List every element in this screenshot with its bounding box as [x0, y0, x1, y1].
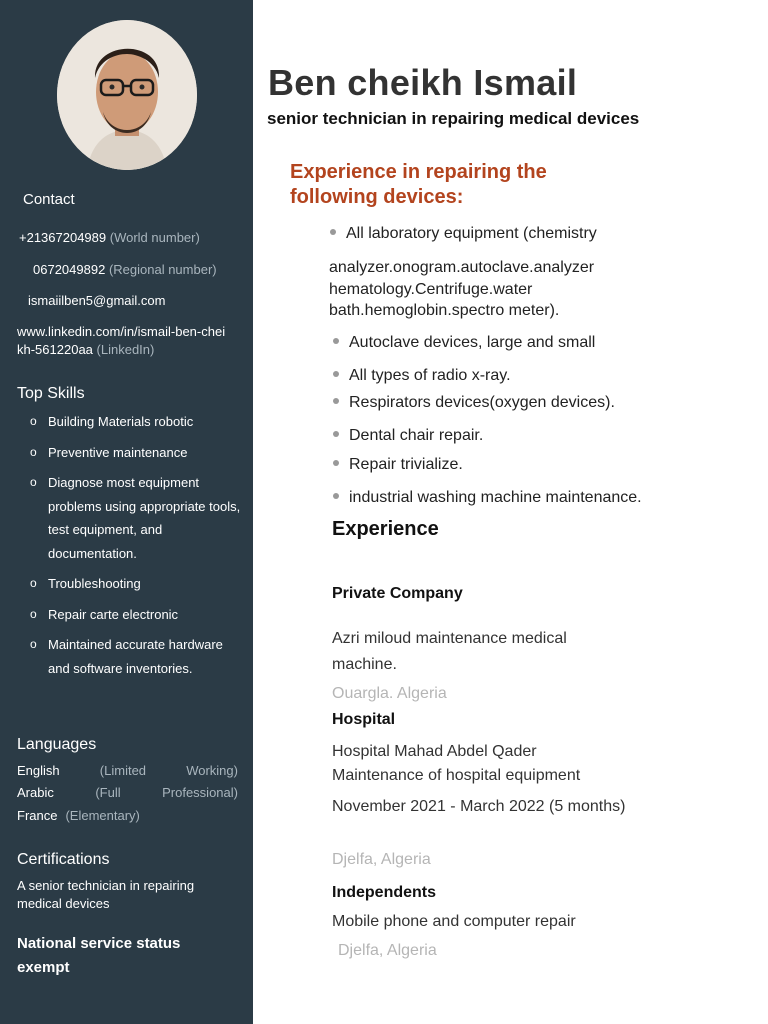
experience-title: Experience [332, 518, 439, 540]
contact-email[interactable]: ismaiilben5@gmail.com [28, 293, 166, 308]
bullet-item [333, 334, 595, 352]
bullet-item [333, 427, 483, 445]
skill-item: o Maintained accurate hardware and software inventories. [28, 633, 243, 680]
skill-item: o Repair carte electronic [28, 603, 243, 627]
language-name: English [17, 763, 60, 778]
job-description: Azri miloud maintenance medical machine. [332, 630, 567, 673]
language-level: (Limited [99, 763, 147, 778]
skills-list [28, 410, 243, 687]
bullet-dot-icon [333, 431, 339, 437]
bullet-item [333, 456, 463, 474]
job-location: Ouargla. Algeria [332, 685, 447, 702]
bullet-dot-icon [333, 460, 339, 466]
job-dates: November 2021 - March 2022 (5 months) [332, 798, 626, 815]
contact-title: Contact [23, 191, 75, 208]
bullet-text: All laboratory equipment (chemistry [346, 225, 597, 242]
job-company: Independents [332, 884, 437, 901]
job-location: Djelfa, Algeria [338, 942, 437, 959]
language-name: Arabic [17, 785, 54, 800]
phone-regional[interactable]: 0672049892 [33, 262, 106, 277]
language-level: (Elementary) [65, 808, 140, 823]
national-service-title: National service status [17, 935, 181, 952]
sidebar [0, 0, 253, 1024]
job-role: senior technician in repairing medical devices [267, 109, 640, 128]
bullet-item [333, 367, 511, 385]
linkedin-note: (LinkedIn) [96, 342, 155, 357]
language-row-france [17, 808, 238, 823]
bullet-text: Respirators devices(oxygen devices). [349, 394, 615, 411]
language-row-arabic [17, 785, 238, 800]
profile-photo [57, 20, 197, 170]
bullet-text: Repair trivialize. [349, 456, 463, 473]
job-description: Hospital Mahad Abdel Qader [332, 743, 537, 760]
top-skills-title: Top Skills [17, 385, 85, 402]
job-description-2: Maintenance of hospital equipment [332, 767, 581, 784]
language-level: (Full [95, 785, 121, 800]
bullet-text: Autoclave devices, large and small [349, 334, 596, 351]
languages-title: Languages [17, 736, 97, 753]
contact-linkedin [17, 323, 227, 359]
linkedin-url[interactable]: www.linkedin.com/in/ismail-ben-cheikh-561220aa [17, 324, 226, 357]
certification-text: A senior technician in repairing medical devices [17, 878, 195, 911]
language-level: Working) [186, 763, 238, 778]
bullet-dot-icon [330, 229, 336, 235]
certifications-title: Certifications [17, 851, 110, 868]
phone-world[interactable]: +21367204989 [19, 230, 107, 245]
bullet-dot-icon [333, 493, 339, 499]
skill-item: o Preventive maintenance [28, 441, 243, 465]
skill-item: o Diagnose most equipment problems using appropriate tools, test equipment, and documentation. [28, 471, 243, 565]
bullet-dot-icon [333, 398, 339, 404]
skill-item: o Troubleshooting [28, 572, 243, 596]
bullet-text: industrial washing machine maintenance. [349, 489, 642, 506]
bullet-dot-icon [333, 338, 339, 344]
phone-regional-note: (Regional number) [108, 262, 217, 277]
language-name: France [17, 808, 58, 823]
job-company: Private Company [332, 585, 463, 602]
contact-phone-world [19, 229, 200, 247]
phone-world-note: (World number) [109, 230, 200, 245]
job-company: Hospital [332, 711, 396, 728]
profile-photo-illustration [57, 20, 197, 170]
job-description: Mobile phone and computer repair [332, 913, 576, 930]
devices-section-title: Experience in repairing the following devices: [290, 161, 547, 208]
job-location: Djelfa, Algeria [332, 851, 431, 868]
contact-phone-regional [33, 261, 217, 279]
bullet-text: Dental chair repair. [349, 427, 484, 444]
bullet-item [333, 394, 615, 412]
skill-item: o Building Materials robotic [28, 410, 243, 434]
language-level: Professional) [162, 785, 238, 800]
bullet-text: All types of radio x-ray. [349, 367, 511, 384]
language-row-english [17, 763, 238, 778]
bullet-dot-icon [333, 371, 339, 377]
bullet-item [330, 225, 597, 243]
person-name: Ben cheikh Ismail [268, 62, 578, 103]
bullet-continuation: analyzer.onogram.autoclave.analyzer hematology.Centrifuge.water bath.hemoglobin.spectro meter). [329, 259, 595, 319]
bullet-item [333, 489, 642, 507]
main-content [253, 0, 768, 1024]
national-service-value: exempt [17, 959, 70, 976]
